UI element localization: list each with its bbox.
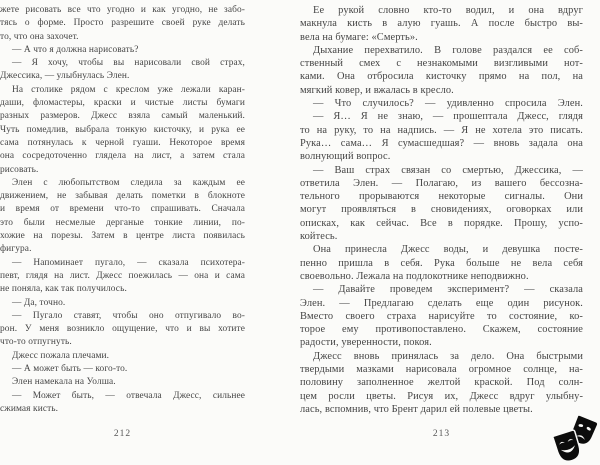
text-line: даши, фломастеры, краски и чистые листы бумаги	[0, 98, 245, 109]
text-line: Она принесла Джесс воды, и девушка посте-	[313, 244, 583, 256]
text-line: тельного прорываются некоторые сигналы. Они	[300, 191, 583, 203]
text-line: — А что я должна нарисовать?	[12, 44, 139, 55]
text-line: — Что случилось? — удивленно спросила Элен.	[313, 98, 583, 110]
page-left-text	[0, 4, 245, 416]
text-line: Элен. — Предлагаю сделать еще один рисунок.	[300, 297, 583, 309]
text-line: вела на бумаге: «Смерть».	[300, 31, 418, 43]
theater-masks-icon	[550, 415, 600, 465]
text-line: мягкий ковер, и вжалась в кресло.	[300, 84, 454, 96]
text-line: Вместо своего страха нарисуйте то состояние, ко-	[300, 310, 583, 322]
text-line: то на руку, то на надпись. — Я не хотела это писать.	[300, 124, 583, 136]
text-line: макнула кисть в алую гуашь. А после быстро вы-	[300, 18, 583, 30]
text-line: Джесс пожала плечами.	[12, 350, 110, 361]
page-number-left: 212	[113, 429, 132, 439]
text-line: половину заполненное желтой краской. Под солн-	[300, 377, 583, 389]
text-line: что-то отпугнуть.	[0, 337, 72, 348]
text-line: могут проявляться в сновидениях, оговорках или	[300, 204, 583, 216]
text-line: На столике рядом с креслом уже лежали каран-	[12, 84, 245, 95]
text-line: и время от времени что-то спрашивать. Сначала	[0, 204, 245, 215]
text-line: волнующий вопрос.	[300, 151, 391, 163]
text-line: то, что она захочет.	[0, 31, 79, 42]
text-line: Элен с любопытством следила за каждым ее	[12, 177, 245, 188]
text-line: она сосредоточенно глядела на лист, а затем стала	[0, 151, 245, 162]
page-number-right: 213	[432, 429, 451, 439]
text-line: твердыми мазками нарисовала огромное солнце, на-	[300, 364, 583, 376]
text-line: Элен намекала на Уолша.	[12, 377, 116, 388]
text-line: своевольно. Лежала на подлокотнике неподвижно.	[300, 270, 529, 282]
text-line: хожие на порезы. Затем в центре листа появилась	[0, 231, 245, 242]
text-line: Рука… сама… Я сумасшедшая? — вновь задала она	[300, 137, 583, 149]
text-line: сама потянулась к черной гуаши. Некоторое время	[0, 137, 245, 148]
text-line: разных размеров. Джесс взяла самый маленький.	[0, 111, 245, 122]
text-line: певт, глядя на лист. Джесс поежилась — она и сама	[0, 270, 245, 281]
text-line: — Да, точно.	[12, 297, 66, 308]
text-line: — А может быть — кого-то.	[12, 364, 128, 375]
text-line: ками. Она отбросила кисточку прямо на пол, на	[300, 71, 583, 83]
text-line: радости, уверенности, покоя.	[300, 337, 432, 349]
text-line: Ее рукой словно кто-то водил, и она вдруг	[313, 5, 583, 16]
text-line: — Я… Я не знаю, — прошептала Джесс, глядя	[313, 111, 583, 123]
text-line: движением, не забывая делать пометки в блокноте	[0, 191, 245, 202]
text-line: Дыхание перехватило. В голове раздался ее соб-	[313, 44, 583, 56]
text-line: описках, как сейчас. Все в порядке. Прошу, успо-	[300, 217, 583, 229]
text-line: сжимая кисть.	[0, 403, 59, 414]
text-line: Чуть помедлив, выбрала тонкую кисточку, и рука ее	[0, 124, 245, 135]
text-line: Джессика, — улыбнулась Элен.	[0, 71, 130, 82]
text-line: тясь о форме. Просто разрешите своей руке делать	[0, 18, 245, 29]
text-line: торое ему противопоставлено. Скажем, состояние	[300, 324, 583, 336]
text-line: пенно пришла в себя. Рука больше не вела себя	[300, 257, 583, 269]
text-line: койтесь.	[300, 231, 338, 243]
text-line: — Давайте проведем эксперимент? — сказала	[313, 284, 583, 296]
text-line: лась, вспомнив, что Брент дарил ей полевые цветы.	[300, 403, 533, 415]
text-line: это были несмелые дерганые тонкие линии, по-	[0, 217, 245, 228]
text-line: — Может быть, — отвечала Джесс, сильнее	[12, 390, 245, 401]
text-line: цем росли цветы. Рисуя их, Джесс вдруг улыбну-	[300, 390, 583, 402]
text-line: ственный смех с незнакомыми визгливыми нот-	[300, 58, 583, 70]
text-line: ответила Элен. — Полагаю, из вашего бессозна-	[300, 177, 583, 189]
text-line: жете рисовать все что угодно и как угодно, не забо-	[0, 5, 245, 15]
page-right-text	[300, 4, 583, 416]
text-line: не поняла, как так получилось.	[0, 284, 127, 295]
text-line: Джесс вновь принялась за дело. Она быстрыми	[313, 350, 583, 362]
text-line: — Я хочу, чтобы вы нарисовали свой страх,	[12, 58, 245, 69]
text-line: — Напоминает пугало, — сказала психотера-	[12, 257, 245, 268]
text-line: рон. У меня возникло ощущение, что и вы хотите	[0, 324, 245, 335]
text-line: рисовать.	[0, 164, 39, 175]
text-line: — Ваш страх связан со смертью, Джессика, —	[313, 164, 583, 176]
text-line: — Пугало ставят, чтобы оно отпугивало во-	[12, 310, 245, 321]
text-line: фигура.	[0, 244, 32, 255]
